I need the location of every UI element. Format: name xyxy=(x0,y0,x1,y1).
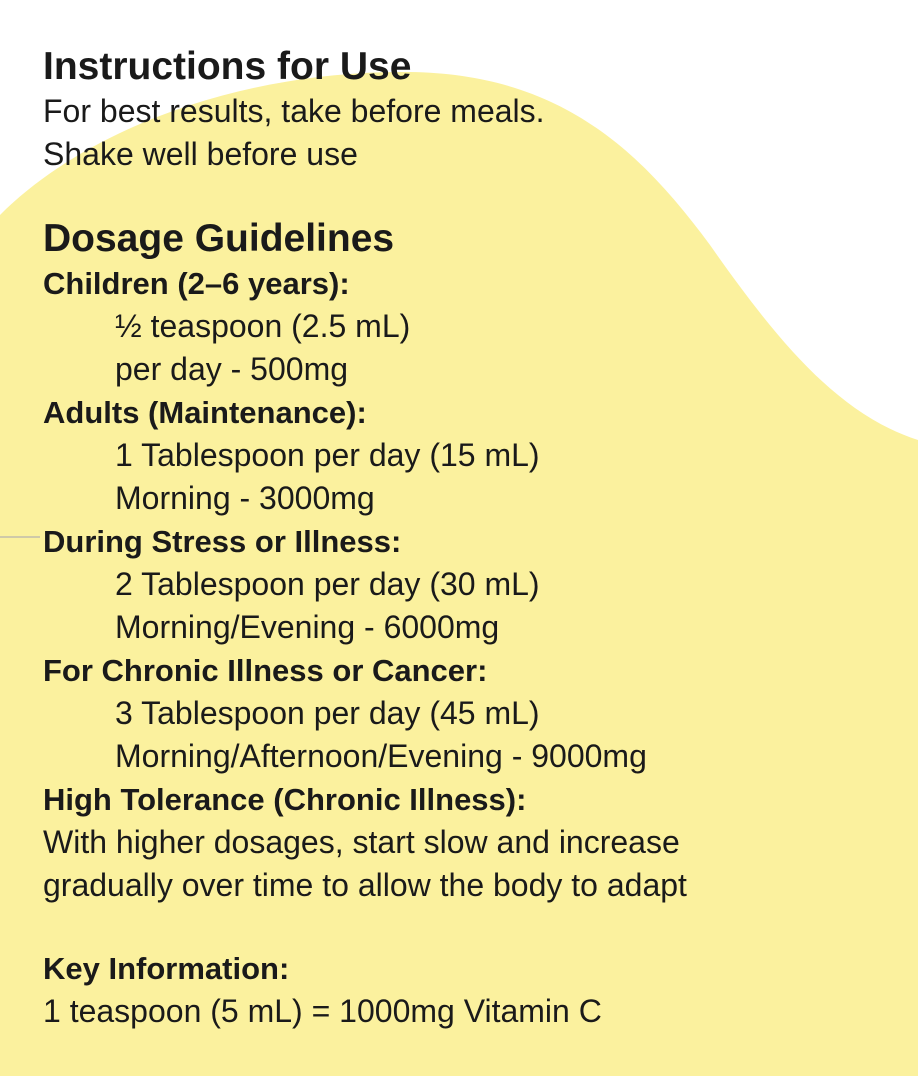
key-info-heading: Key Information: xyxy=(43,951,290,986)
instructions-title: Instructions for Use xyxy=(43,45,412,88)
dosage-group-children xyxy=(43,262,903,391)
dosage-line: per day - 500mg xyxy=(115,351,349,387)
dosage-group-stress xyxy=(43,520,903,649)
dosage-heading: High Tolerance (Chronic Illness): xyxy=(43,782,527,817)
dosage-line: 2 Tablespoon per day (30 mL) xyxy=(115,566,540,602)
dosage-title: Dosage Guidelines xyxy=(43,217,395,260)
instructions-line: Shake well before use xyxy=(43,136,358,172)
dosage-heading: Children (2–6 years): xyxy=(43,266,350,301)
dosage-heading: For Chronic Illness or Cancer: xyxy=(43,653,488,688)
tolerance-line: gradually over time to allow the body to adapt xyxy=(43,867,687,903)
dosage-heading: During Stress or Illness: xyxy=(43,524,402,559)
dosage-line: ½ teaspoon (2.5 mL) xyxy=(115,308,411,344)
key-info-line: 1 teaspoon (5 mL) = 1000mg Vitamin C xyxy=(43,993,602,1029)
dosage-group-chronic xyxy=(43,649,903,778)
label-content xyxy=(43,44,903,1033)
dosage-line: 3 Tablespoon per day (45 mL) xyxy=(115,695,540,731)
dosage-line: Morning/Afternoon/Evening - 9000mg xyxy=(115,738,647,774)
dosage-group-tolerance xyxy=(43,778,903,907)
dosage-line: 1 Tablespoon per day (15 mL) xyxy=(115,437,540,473)
dosage-group-adults xyxy=(43,391,903,520)
dosage-line: Morning/Evening - 6000mg xyxy=(115,609,500,645)
tolerance-line: With higher dosages, start slow and increase xyxy=(43,824,680,860)
dosage-line: Morning - 3000mg xyxy=(115,480,375,516)
spacer xyxy=(43,176,903,216)
dosage-heading: Adults (Maintenance): xyxy=(43,395,367,430)
instructions-line: For best results, take before meals. xyxy=(43,93,545,129)
key-information xyxy=(43,947,903,1033)
spacer xyxy=(43,907,903,947)
